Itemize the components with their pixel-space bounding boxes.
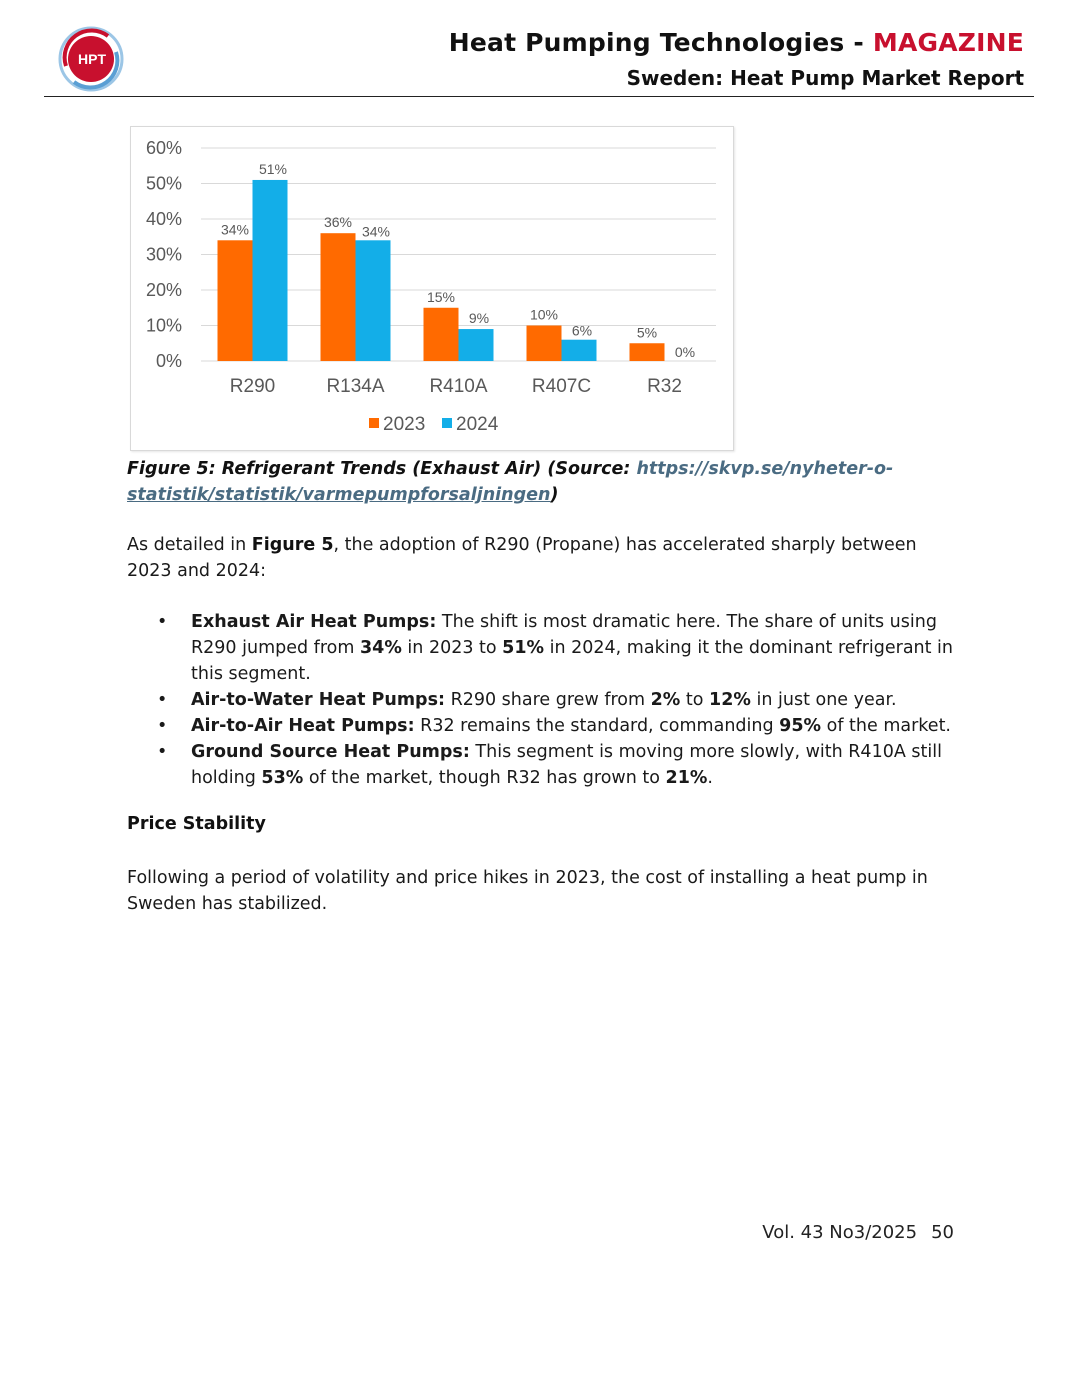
bullet-text: in 2024, making it the dominant refrigerant in this segment.	[191, 638, 954, 684]
bullet-icon: •	[157, 612, 168, 632]
data-label: 51%	[258, 160, 288, 177]
bullet-text: in just one year.	[750, 690, 897, 710]
chart-canvas	[131, 127, 733, 450]
data-label: 10%	[529, 306, 559, 323]
bullet-text: .	[707, 768, 713, 788]
bullet-text: R32 remains the standard, commanding	[414, 716, 780, 736]
bullet-text: The shift is most dramatic here. The share of units using R290 jumped from	[191, 612, 937, 658]
x-tick-label: R290	[229, 376, 276, 397]
data-label: 9%	[468, 310, 490, 327]
bar-2024	[356, 240, 391, 361]
intro-figure-ref: Figure 5	[251, 535, 334, 555]
bullet-value: 95%	[779, 716, 822, 736]
bullet-value: 51%	[502, 638, 545, 658]
y-tick-label: 20%	[145, 280, 182, 300]
bullet-value: 53%	[261, 768, 304, 788]
bar-2023	[630, 343, 665, 361]
legend-swatch	[442, 418, 452, 428]
bar-2023	[424, 308, 459, 361]
data-label: 5%	[636, 324, 658, 341]
volume-info: Vol. 43 No3/2025	[762, 1222, 918, 1243]
logo-text: HPT	[78, 51, 106, 67]
data-label: 6%	[571, 322, 593, 339]
section-body: Following a period of volatility and price hikes in 2023, the cost of installing a heat pump in Sweden has stabilized.	[127, 868, 928, 914]
bullet-text: of the market.	[821, 716, 951, 736]
bar-2023	[218, 240, 253, 361]
bullet-value: 2%	[650, 690, 681, 710]
hpt-logo	[58, 26, 124, 92]
bullet-value: 12%	[709, 690, 751, 710]
figure-caption	[127, 456, 927, 508]
bar-2023	[321, 233, 356, 361]
legend-label: 2024	[456, 414, 499, 435]
magazine-title	[449, 28, 1024, 57]
magazine-title-accent: MAGAZINE	[872, 28, 1024, 57]
y-tick-label: 0%	[155, 351, 182, 371]
y-tick-label: 40%	[145, 209, 182, 229]
data-label: 34%	[361, 223, 391, 240]
section-heading: Price Stability	[127, 814, 266, 834]
legend-label: 2023	[383, 414, 426, 435]
source-link-part1[interactable]: https://skvp.se/nyheter-o-	[636, 459, 894, 479]
y-tick-label: 50%	[145, 173, 182, 194]
x-tick-label: R134A	[326, 376, 385, 397]
list-item	[127, 713, 967, 739]
bullet-value: 34%	[359, 638, 402, 658]
bullet-label: Air-to-Water Heat Pumps:	[191, 690, 445, 710]
caption-prefix: Figure 5: Refrigerant Trends (Exhaust Air) (Source:	[127, 459, 637, 479]
x-tick-label: R32	[647, 376, 682, 397]
intro-paragraph	[127, 532, 957, 584]
intro-text: As detailed in	[127, 535, 252, 555]
y-tick-label: 60%	[145, 138, 182, 158]
bar-2024	[562, 340, 597, 361]
list-item	[127, 739, 967, 791]
x-tick-label: R410A	[429, 376, 488, 397]
bullet-icon: •	[157, 690, 168, 710]
bullet-text: R290 share grew from	[445, 690, 651, 710]
bullet-label: Air-to-Air Heat Pumps:	[191, 716, 415, 736]
magazine-title-main: Heat Pumping Technologies -	[448, 28, 873, 57]
bullet-text: of the market, though R32 has grown to	[303, 768, 666, 788]
page-footer	[762, 1222, 954, 1243]
bar-2024	[459, 329, 494, 361]
bullet-text: This segment is moving more slowly, with R410A still holding	[191, 742, 942, 788]
intro-text-end: , the adoption of R290 (Propane) has accelerated sharply between 2023 and 2024:	[127, 535, 917, 581]
y-tick-label: 10%	[145, 315, 182, 336]
bullet-label: Exhaust Air Heat Pumps:	[191, 612, 437, 632]
caption-suffix: )	[550, 485, 559, 505]
findings-list	[127, 609, 967, 791]
y-tick-label: 30%	[145, 244, 182, 265]
bar-2023	[527, 326, 562, 362]
bullet-text: in 2023 to	[401, 638, 503, 658]
bullet-value: 21%	[665, 768, 708, 788]
page-number: 50	[931, 1222, 954, 1243]
bullet-icon: •	[157, 716, 168, 736]
header-divider	[44, 96, 1034, 97]
data-label: 36%	[323, 214, 353, 231]
list-item	[127, 609, 967, 687]
list-item	[127, 687, 967, 713]
refrigerant-chart	[130, 126, 734, 451]
report-subtitle: Sweden: Heat Pump Market Report	[626, 66, 1024, 90]
data-label: 15%	[426, 288, 456, 305]
bullet-icon: •	[157, 742, 168, 762]
bar-2024	[253, 180, 288, 361]
data-label: 34%	[220, 221, 250, 238]
x-tick-label: R407C	[531, 376, 592, 397]
bullet-label: Ground Source Heat Pumps:	[191, 742, 470, 762]
bullet-text: to	[680, 690, 710, 710]
source-link-part2[interactable]: statistik/statistik/varmepumpforsaljningen	[127, 485, 551, 505]
legend-swatch	[369, 418, 379, 428]
data-label: 0%	[674, 344, 696, 360]
